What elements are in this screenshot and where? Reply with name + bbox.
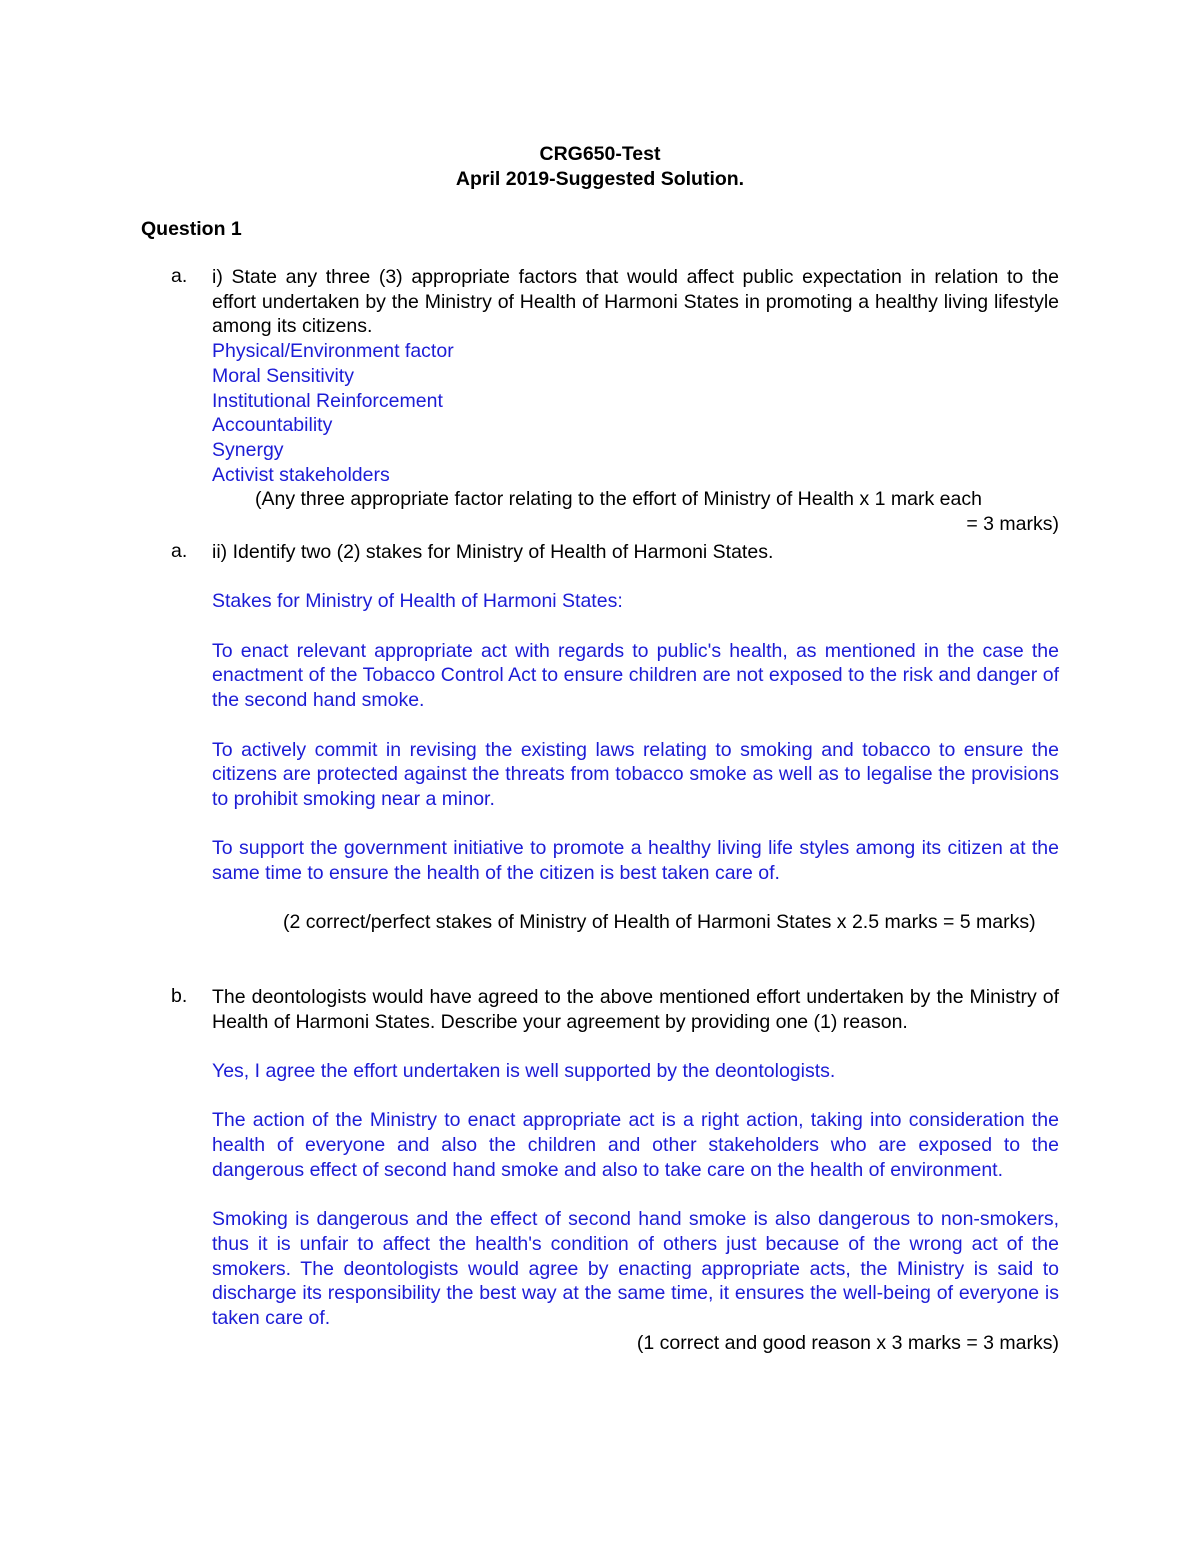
- part-a-i-prompt: i) State any three (3) appropriate factors that would affect public expectation in relation to the effort undertaken by the Ministry of Health of Harmoni States in promoting a healthy living lifestyle among its citizens.: [212, 266, 1059, 338]
- part-a-ii-marks: (2 correct/perfect stakes of Ministry of Health of Harmoni States x 2.5 marks = 5 marks): [283, 911, 1036, 934]
- answer-item: Synergy: [212, 438, 284, 461]
- document-title: CRG650-Test: [539, 143, 661, 165]
- question-heading: Question 1: [141, 218, 242, 240]
- answer-item: Accountability: [212, 414, 333, 437]
- stakes-heading: Stakes for Ministry of Health of Harmoni States:: [212, 590, 623, 613]
- stake-paragraph: To support the government initiative to promote a healthy living life styles among its citizen at the same time to ensure the health of the citizen is best taken care of.: [212, 837, 1059, 885]
- part-a-ii-marker: a.: [171, 540, 188, 562]
- answer-item: Physical/Environment factor: [212, 340, 454, 363]
- part-b-marker: b.: [171, 985, 188, 1007]
- part-b-prompt: The deontologists would have agreed to the above mentioned effort undertaken by the Ministry of Health of Harmoni States. Describe your agreement by providing one (1) reason.: [212, 986, 1059, 1033]
- part-a-ii-prompt: ii) Identify two (2) stakes for Ministry of Health of Harmoni States.: [212, 541, 774, 563]
- document-subtitle: April 2019-Suggested Solution.: [455, 168, 745, 190]
- part-a-i-marks-line1: (Any three appropriate factor relating to the effort of Ministry of Health x 1 mark each: [255, 488, 982, 511]
- stake-paragraph: To enact relevant appropriate act with regards to public's health, as mentioned in the case the enactment of the Tobacco Control Act to ensure children are not exposed to the risk and danger of the second hand smoke.: [212, 639, 1059, 712]
- answer-item: Activist stakeholders: [212, 463, 390, 486]
- stake-paragraph: To actively commit in revising the existing laws relating to smoking and tobacco to ensure the citizens are protected against the threats from tobacco smoke as well as to legalise the provisions to prohibit smoking near a minor.: [212, 738, 1059, 810]
- reason-paragraph: The action of the Ministry to enact appropriate act is a right action, taking into consideration the health of everyone and also the children and other stakeholders who are exposed to the dangerous effect of second hand smoke and also to take care on the health of environment.: [212, 1109, 1059, 1181]
- part-a-i-answer-list: [212, 339, 1059, 487]
- part-a-i-marks-line2: = 3 marks): [966, 513, 1059, 536]
- reason-paragraph: Yes, I agree the effort undertaken is well supported by the deontologists.: [212, 1060, 836, 1083]
- answer-item: Institutional Reinforcement: [212, 389, 443, 412]
- part-a-i-marker: a.: [171, 265, 188, 287]
- part-b-marks: (1 correct and good reason x 3 marks = 3 marks): [636, 1331, 1059, 1354]
- reason-paragraph: Smoking is dangerous and the effect of second hand smoke is also dangerous to non-smokers, thus it is unfair to affect the health's condition of others just because of the wrong act of the smokers. The deontologists would agree by enacting appropriate acts, the Ministry is said to discharge its responsibility the best way at the same time, it ensures the well-being of everyone is taken care of.: [212, 1208, 1059, 1330]
- answer-item: Moral Sensitivity: [212, 364, 354, 387]
